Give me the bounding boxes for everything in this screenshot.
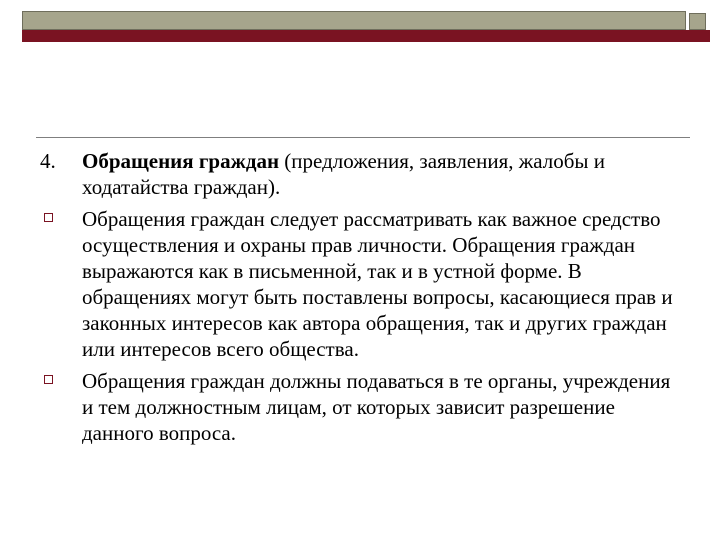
hollow-square-bullet-icon <box>44 375 53 384</box>
item-text: Обращения граждан должны подаваться в те органы, учреждения и тем должностным лицам, от которых зависит разрешение данного вопроса. <box>82 369 671 445</box>
list-number: 4. <box>40 149 56 173</box>
hollow-square-bullet-icon <box>44 213 53 222</box>
header-corner-square <box>689 13 706 30</box>
list-item <box>36 368 686 446</box>
list-item-numbered <box>36 148 686 200</box>
item-text: Обращения граждан следует рассматривать как важное средство осуществления и охраны прав личности. Обращения граждан выражаются как в письменной, так и в устной форме. В обращениях могут быть поставлены вопросы, касающиеся прав и законных интересов как автора обращения, так и других граждан или интересов всего общества. <box>82 207 673 361</box>
header-accent-bar <box>22 30 710 42</box>
title-divider <box>36 137 690 138</box>
item-heading: Обращения граждан <box>82 149 280 173</box>
list-item <box>36 206 686 362</box>
slide-body <box>36 148 686 452</box>
header-bar <box>22 11 686 30</box>
item-text: (предложения, заявления, жалобы и ходатайства граждан). <box>82 149 606 199</box>
